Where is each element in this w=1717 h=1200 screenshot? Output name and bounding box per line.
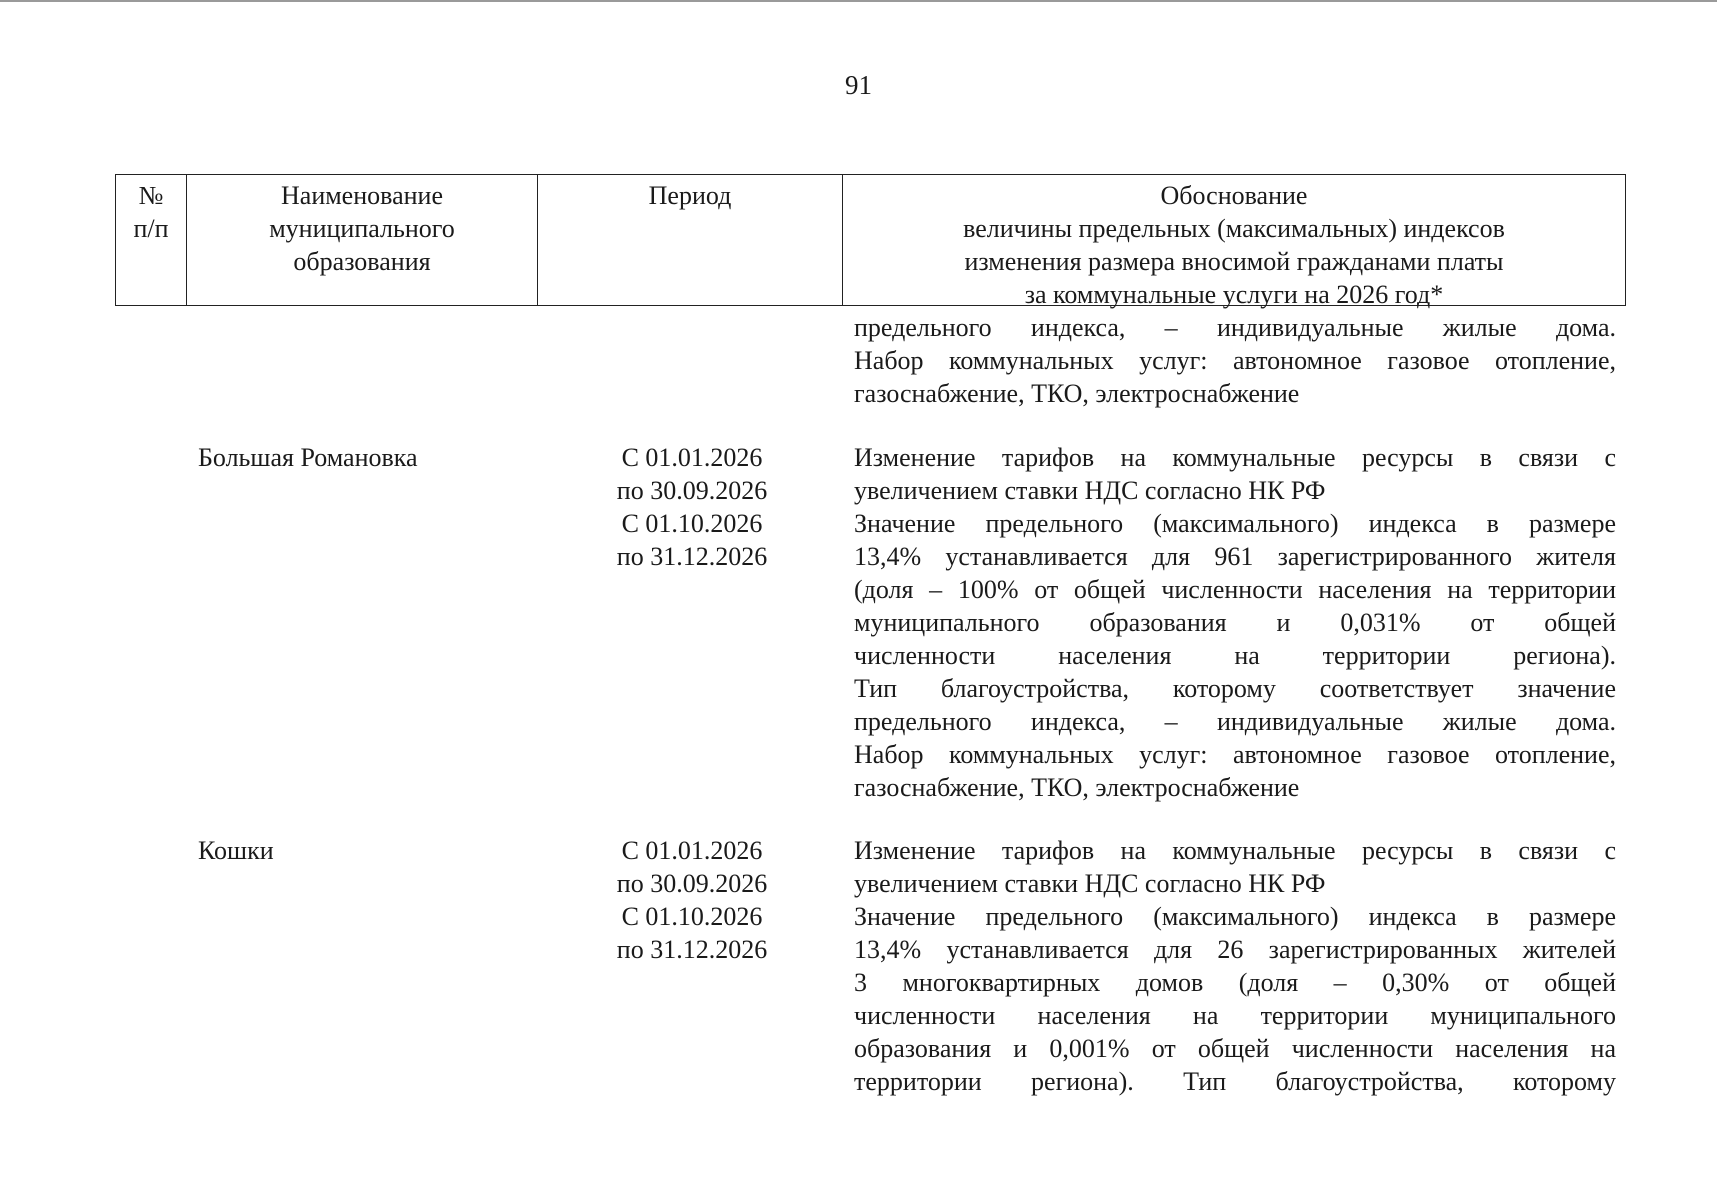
basis-line: Набор коммунальных услуг: автономное газовое отопление, — [854, 346, 1616, 375]
basis-line: Тип благоустройства, которому соответствует значение — [854, 674, 1616, 703]
period-cell — [560, 834, 824, 966]
header-period: Период — [538, 175, 843, 305]
basis-line: территории региона). Тип благоустройства, которому — [854, 1067, 1616, 1096]
period-line: С 01.01.2026 — [621, 836, 763, 865]
municipality-name: Большая Романовка — [198, 443, 418, 472]
header-municipality-name: Наименование муниципального образования — [187, 175, 538, 305]
basis-line: предельного индекса, – индивидуальные жилые дома. — [854, 313, 1616, 342]
period-line: по 31.12.2026 — [616, 935, 768, 964]
basis-cell — [854, 834, 1616, 1098]
basis-line: 3 многоквартирных домов (доля – 0,30% от общей — [854, 968, 1616, 997]
basis-line: 13,4% устанавливается для 26 зарегистрированных жителей — [854, 935, 1616, 964]
basis-line: газоснабжение, ТКО, электроснабжение — [854, 773, 1300, 802]
basis-line: Изменение тарифов на коммунальные ресурсы в связи с — [854, 443, 1616, 472]
header-basis: Обоснование величины предельных (максимальных) индексов изменения размера вносимой гражданами платы за коммунальные услуги на 2026 год* — [963, 181, 1505, 309]
top-rule — [0, 0, 1717, 2]
basis-line: газоснабжение, ТКО, электроснабжение — [854, 379, 1300, 408]
basis-line: увеличением ставки НДС согласно НК РФ — [854, 869, 1326, 898]
continuation-basis — [854, 311, 1616, 410]
basis-line: Изменение тарифов на коммунальные ресурсы в связи с — [854, 836, 1616, 865]
basis-line: 13,4% устанавливается для 961 зарегистрированного жителя — [854, 542, 1616, 571]
basis-line: численности населения на территории региона). — [854, 641, 1616, 670]
basis-line: образования и 0,001% от общей численности населения на — [854, 1034, 1616, 1063]
municipality-name: Кошки — [198, 836, 274, 865]
basis-cell — [854, 441, 1616, 804]
period-line: С 01.10.2026 — [621, 509, 763, 538]
period-line: по 31.12.2026 — [616, 542, 768, 571]
period-line: С 01.10.2026 — [621, 902, 763, 931]
basis-line: Значение предельного (максимального) индекса в размере — [854, 902, 1616, 931]
period-line: по 30.09.2026 — [616, 476, 768, 505]
period-line: по 30.09.2026 — [616, 869, 768, 898]
period-cell — [560, 441, 824, 573]
basis-line: предельного индекса, – индивидуальные жилые дома. — [854, 707, 1616, 736]
basis-line: Набор коммунальных услуг: автономное газовое отопление, — [854, 740, 1616, 769]
basis-line: (доля – 100% от общей численности населения на территории — [854, 575, 1616, 604]
header-number: № п/п — [116, 175, 187, 305]
table-header — [115, 174, 1626, 309]
basis-line: увеличением ставки НДС согласно НК РФ — [854, 476, 1326, 505]
period-line: С 01.01.2026 — [621, 443, 763, 472]
basis-line: муниципального образования и 0,031% от общей — [854, 608, 1616, 637]
page-number: 91 — [845, 70, 872, 100]
basis-line: Значение предельного (максимального) индекса в размере — [854, 509, 1616, 538]
basis-line: численности населения на территории муниципального — [854, 1001, 1616, 1030]
